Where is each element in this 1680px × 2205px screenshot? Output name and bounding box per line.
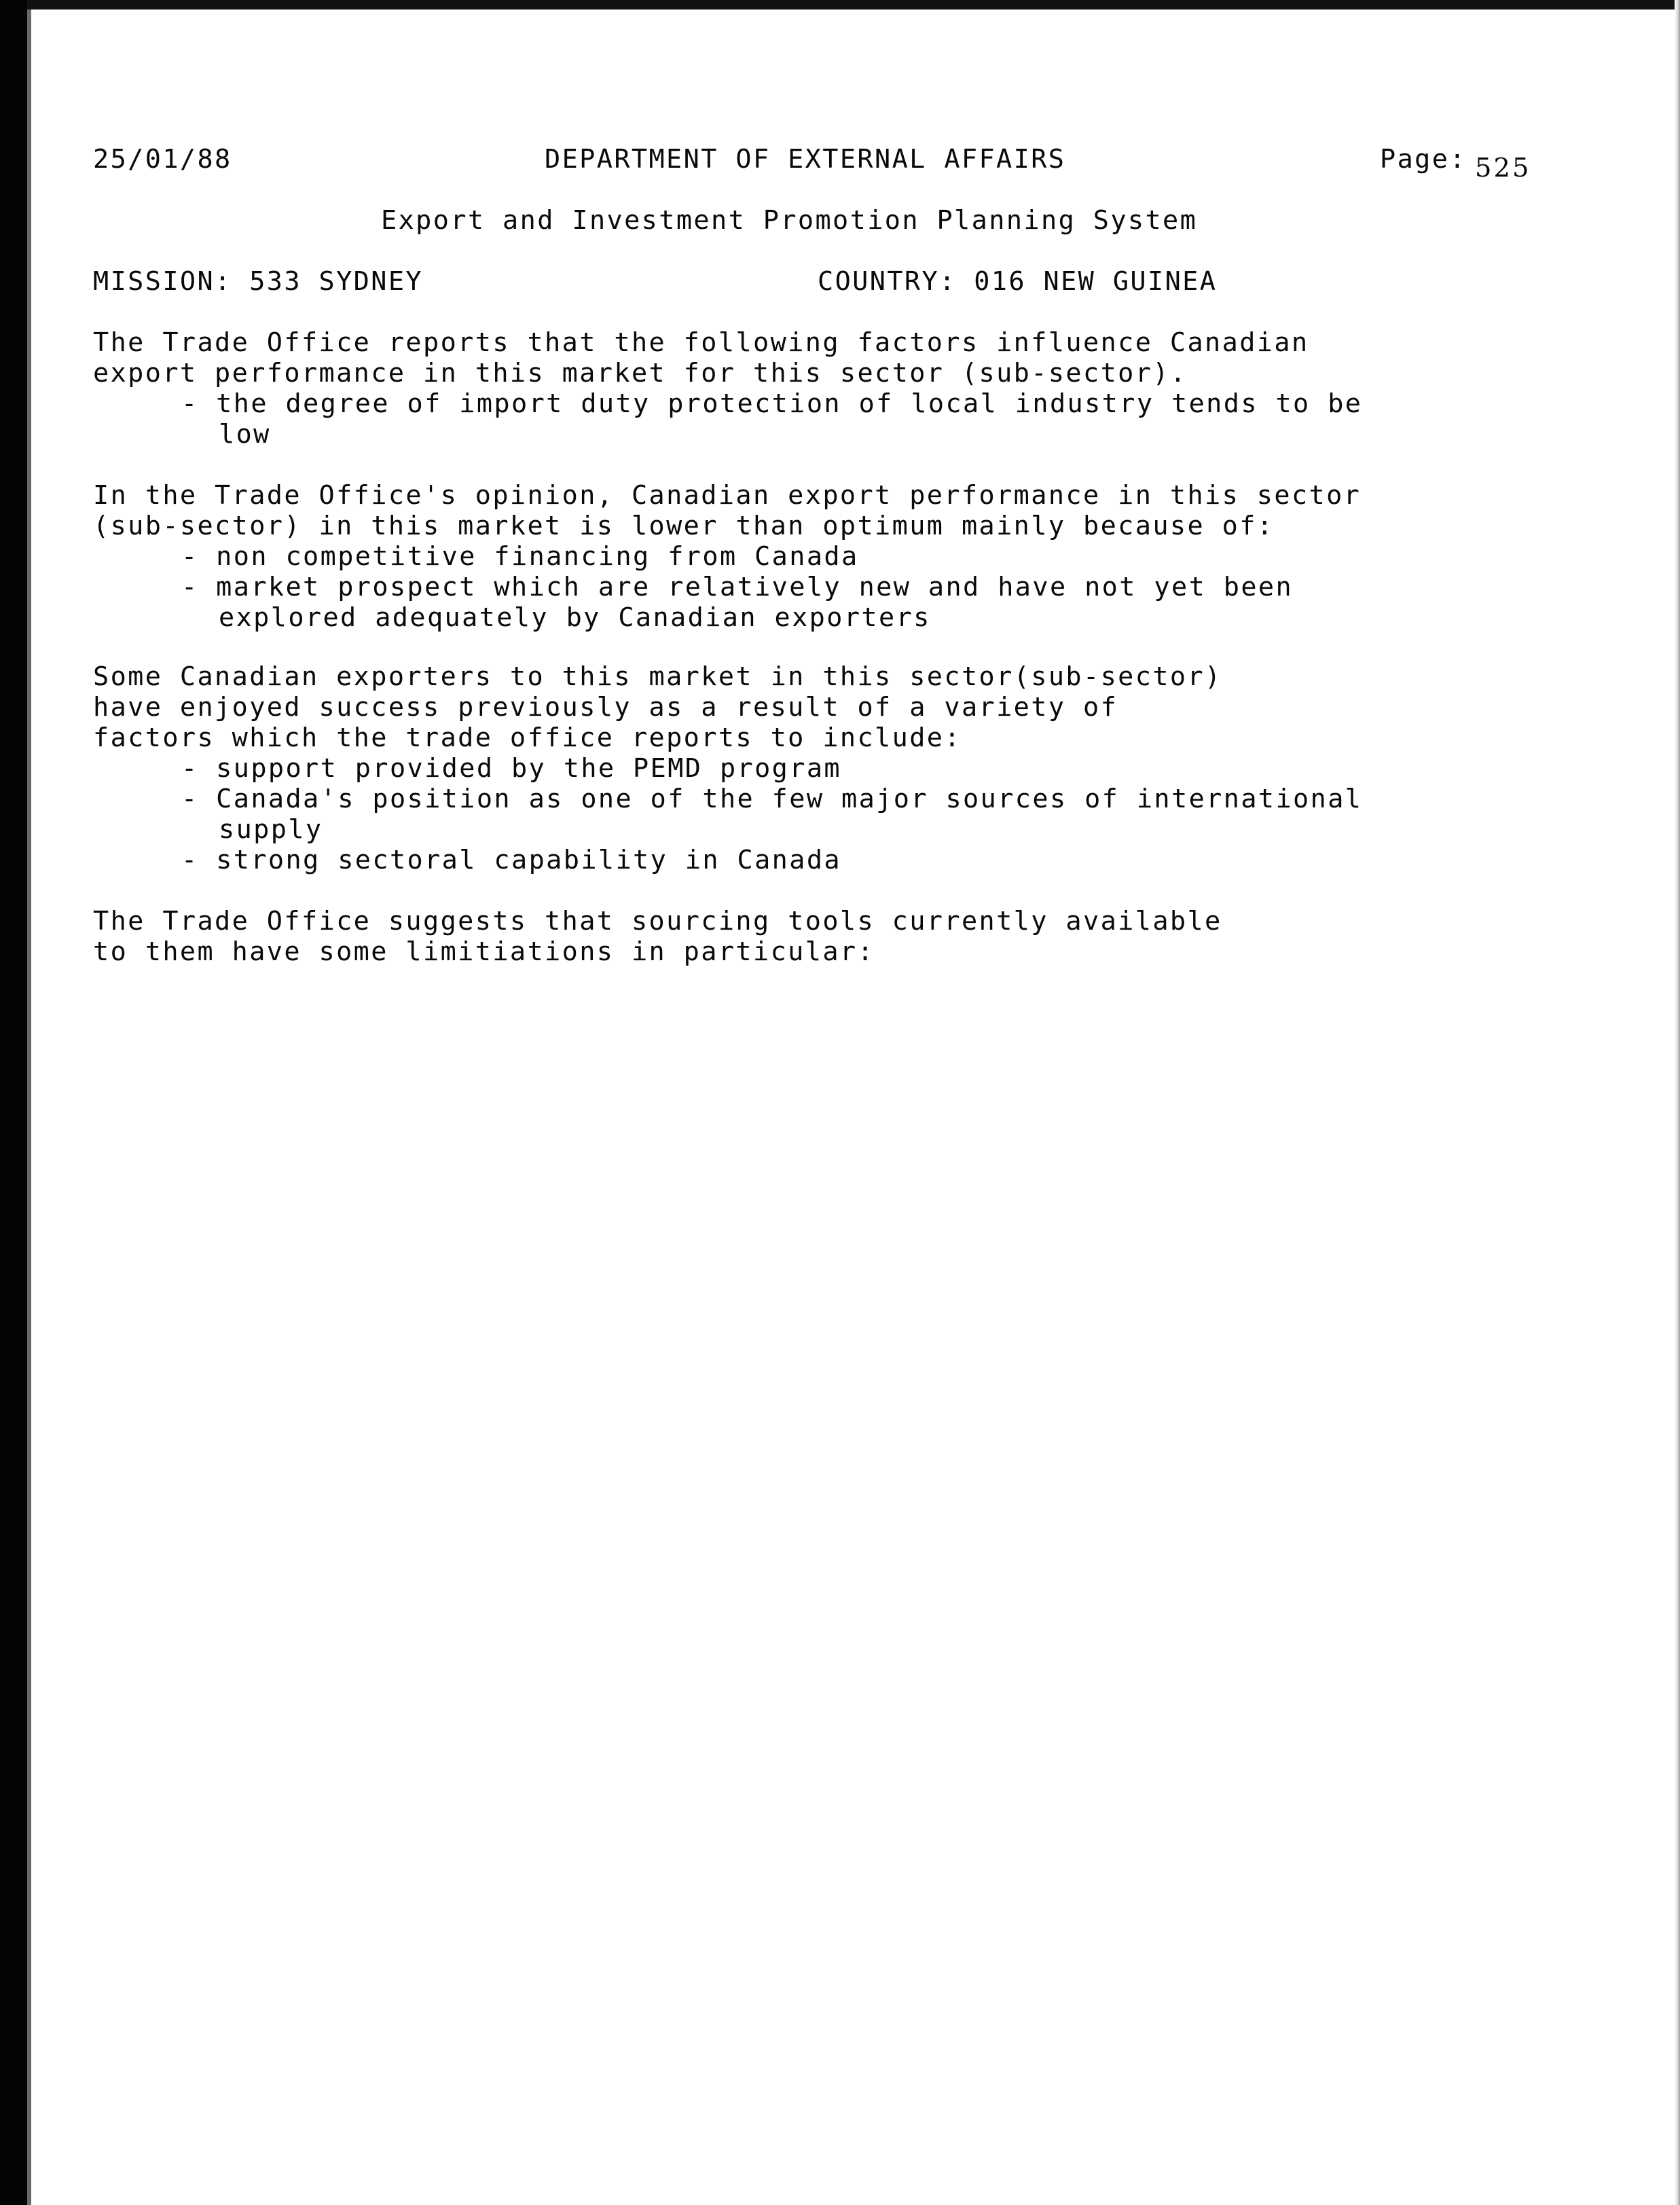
scan-top-edge bbox=[0, 0, 1680, 10]
system-title: Export and Investment Promotion Planning System bbox=[381, 205, 1198, 236]
scan-left-shadow bbox=[27, 10, 31, 2205]
page-number: 525 bbox=[1475, 153, 1531, 183]
report-date: 25/01/88 bbox=[93, 144, 232, 175]
section-3-bullet-2-cont: supply bbox=[219, 814, 323, 845]
scan-right-edge bbox=[1675, 0, 1680, 2205]
section-3-bullet-1: - support provided by the PEMD program bbox=[181, 753, 842, 784]
section-2-bullet-1: - non competitive financing from Canada bbox=[181, 541, 859, 572]
section-2-intro-line-1: In the Trade Office's opinion, Canadian export performance in this sector bbox=[93, 480, 1362, 511]
section-3-bullet-2: - Canada's position as one of the few major sources of international bbox=[181, 784, 1363, 814]
section-2-bullet-2: - market prospect which are relatively new and have not yet been bbox=[181, 572, 1294, 602]
scan-left-edge bbox=[0, 0, 27, 2205]
section-1-intro-line-2: export performance in this market for this sector (sub-sector). bbox=[93, 358, 1188, 388]
section-3-intro-line-2: have enjoyed success previously as a result of a variety of bbox=[93, 692, 1118, 723]
section-1-bullet-1-cont: low bbox=[219, 419, 271, 450]
mission-field: MISSION: 533 SYDNEY bbox=[93, 266, 424, 297]
country-field: COUNTRY: 016 NEW GUINEA bbox=[818, 266, 1218, 297]
section-3-bullet-3: - strong sectoral capability in Canada bbox=[181, 845, 842, 875]
department-title: DEPARTMENT OF EXTERNAL AFFAIRS bbox=[545, 144, 1066, 175]
section-1-intro-line-1: The Trade Office reports that the following factors influence Canadian bbox=[93, 327, 1309, 358]
section-1-bullet-1: - the degree of import duty protection of local industry tends to be bbox=[181, 388, 1363, 419]
section-2-intro-line-2: (sub-sector) in this market is lower than optimum mainly because of: bbox=[93, 511, 1275, 541]
section-2-bullet-2-cont: explored adequately by Canadian exporters bbox=[219, 602, 931, 633]
section-3-intro-line-3: factors which the trade office reports to include: bbox=[93, 723, 962, 753]
section-4-intro-line-2: to them have some limitiations in particular: bbox=[93, 936, 875, 967]
section-4-intro-line-1: The Trade Office suggests that sourcing tools currently available bbox=[93, 906, 1222, 936]
section-3-intro-line-1: Some Canadian exporters to this market in this sector(sub-sector) bbox=[93, 661, 1222, 692]
page-label: Page: bbox=[1380, 144, 1467, 175]
